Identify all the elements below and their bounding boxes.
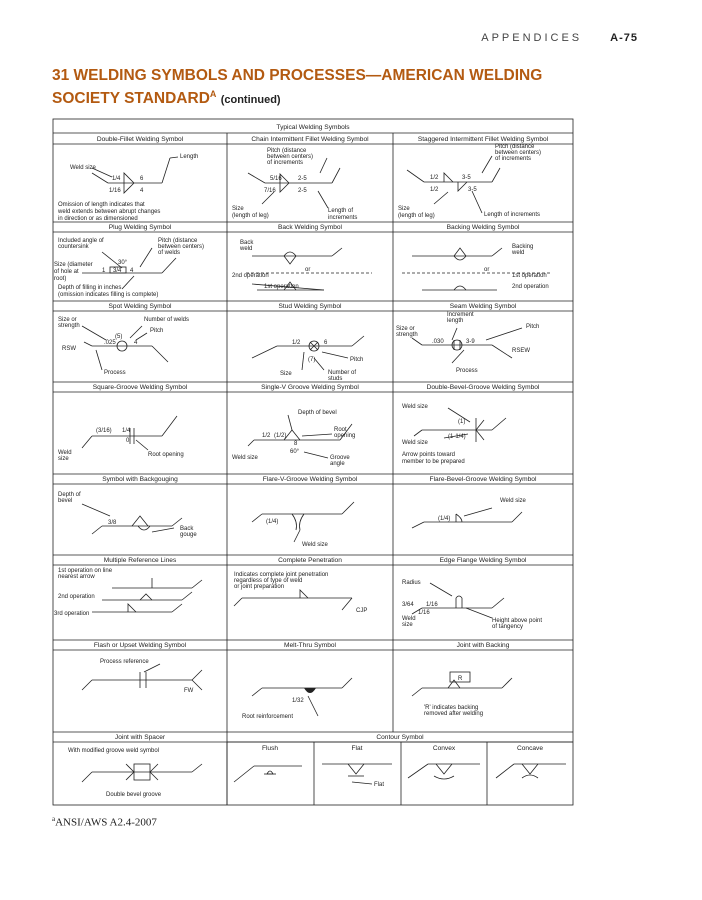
cell-title-joint-backing: Joint with Backing [456,642,510,649]
dim-value: .030 [432,339,444,345]
depth-label: Depth of [58,492,81,498]
cell-title-spacer: Joint with Spacer [114,734,166,741]
groove-label: angle [330,461,345,467]
length-label: Length of [328,208,354,214]
operation-label: 3rd operation [54,611,90,617]
dim-value: (1/4) [438,516,451,522]
increment-label: length [447,318,464,324]
double-bevel-diagram [402,404,506,465]
number-label: Number of [328,370,357,376]
contour-flush: Flush [261,745,279,752]
or-label: or [305,267,311,273]
complete-penetration-diagram [234,572,367,614]
process-label: Process reference [100,659,149,665]
running-header [481,32,638,44]
dim-value: 4 [140,188,144,194]
footnote-text: ANSI/AWS A2.4-2007 [55,816,157,829]
number-label: studs [328,376,343,382]
dim-value: (1/4) [266,519,279,525]
contour-concave: Concave [516,745,544,752]
radius-label: Radius [402,580,421,586]
pitch-label: Pitch (distance [158,238,198,244]
weld-size-label: Weld size [402,404,428,410]
cell-title-flare-v: Flare-V-Groove Welding Symbol [262,476,358,483]
melt-thru-mark [304,688,316,693]
backing-label: weld [512,250,525,256]
cell-title-square: Square-Groove Welding Symbol [92,384,188,391]
note-line: in direction or as dimensioned [58,216,138,222]
length-label: increments [328,215,358,221]
operation-label: 1st operation [512,273,547,279]
gouge-label: gouge [180,532,197,538]
weld-size-label: Weld size [302,542,328,548]
cell-title-double-bevel: Double-Bevel-Groove Welding Symbol [426,384,540,391]
section-label: APPENDICES [481,32,583,44]
dim-value: (7) [308,357,316,363]
process-code: RSW [62,346,76,352]
operation-label: 2nd operation [232,273,269,279]
flare-bevel-diagram [412,498,527,528]
stud-diagram [252,336,364,382]
contour-flat: Flat [351,745,363,752]
height-label: of tangency [492,624,524,630]
pitch-label: Pitch [526,324,540,330]
multiple-reference-diagram [54,568,202,617]
dim-value: (1-1/4) [448,434,466,440]
dim-value: 3-5 [462,175,471,181]
pitch-label: between centers) [267,154,314,160]
dim-value: 1/32 [292,698,304,704]
spot-diagram [58,317,189,376]
tail-line [162,158,170,183]
dim-value: 3-9 [466,339,475,345]
melt-thru-diagram [242,678,352,720]
spacer-caption: Double bevel groove [106,792,162,798]
dim-value: 6 [140,176,144,182]
spacer-subtitle: With modified groove weld symbol [68,748,160,754]
dim-value: 3-5 [468,187,477,193]
dim-value: .025 [104,340,116,346]
operation-label: 1st operation [264,284,299,290]
dim-value: 1/2 [430,187,439,193]
double-fillet-diagram [57,154,198,222]
depth-label: Depth of bevel [298,410,337,416]
process-label: Process [456,368,478,374]
note-line: or joint preparation [234,584,285,590]
backgouging-diagram [58,492,197,538]
groove-label: Groove [330,455,350,461]
dim-value: 1/4 [122,428,131,434]
dim-value: 2-5 [298,188,307,194]
size-label: Size or [58,317,77,323]
size-label: (length of leg) [398,213,435,219]
number-label: Number of welds [144,317,190,323]
dim-value: (3/16) [96,428,112,434]
pitch-label: between centers) [495,150,542,156]
cell-title-backing: Backing Welding Symbol [446,224,520,231]
pitch-label: of increments [267,160,304,166]
size-label: Size [398,206,410,212]
root-label: opening [334,433,356,439]
size-label: strength [58,323,80,329]
arrow-note: Arrow points toward [402,452,456,458]
size-label: Size or [396,326,415,332]
size-label: Size [280,371,292,377]
gouge-label: Back [180,526,194,532]
dim-value: 4 [134,340,138,346]
cell-title-double-fillet: Double-Fillet Welding Symbol [96,136,184,143]
back-label: Back [240,240,254,246]
cell-title-backgouging: Symbol with Backgouging [102,476,178,483]
note-line: weld extends between abrupt changes [58,209,161,215]
angle-value: 30° [118,260,128,266]
dim-value: 1/16 [109,188,121,194]
cell-title-multiple: Multiple Reference Lines [103,557,177,564]
height-label: Height above point [492,618,543,624]
diameter-label: of hole at [54,269,79,275]
operation-label: 2nd operation [58,594,95,600]
title-footnote-mark: A [209,89,217,99]
dim-value: 3/4 [113,268,122,274]
back-label: weld [240,246,253,252]
pitch-label: Pitch (distance [495,144,535,150]
welding-symbols-figure [52,118,574,806]
dim-value: (1/2) [274,433,287,439]
dim-value: 3/64 [402,602,414,608]
dim-value: 3/8 [108,520,117,526]
operation-label: nearest arrow [58,574,95,580]
cell-title-contour: Contour Symbol [376,734,424,741]
process-code: RSEW [512,348,530,354]
edge-flange-diagram [402,580,542,630]
cell-title-complete: Complete Penetration [278,557,342,564]
welding-symbols-table [52,118,574,806]
depth-label: (omission indicates filling is complete) [58,292,159,298]
pitch-label: Pitch (distance [267,148,307,154]
dim-value: 1/16 [418,610,430,616]
cell-title-back: Back Welding Symbol [277,224,343,231]
length-label: Length of increments [484,212,541,218]
table-title: Typical Welding Symbols [276,124,350,131]
depth-label: bevel [58,498,73,504]
pitch-label: Pitch [150,328,164,334]
cell-title-seam: Seam Welding Symbol [449,303,517,310]
dim-value: 1/4 [112,176,121,182]
dim-value: 1/2 [262,433,271,439]
title-continued: (continued) [220,94,281,107]
operation-label: 2nd operation [512,284,549,290]
cell-title-flare-bevel: Flare-Bevel-Groove Welding Symbol [429,476,537,483]
weld-size-label: Weld [402,616,416,622]
dim-value: 5/16 [270,176,282,182]
staggered-diagram [398,144,541,219]
cell-title-chain: Chain Intermittent Fillet Welding Symbol [251,136,369,143]
dim-value: 6 [324,340,328,346]
dim-value: 4 [130,268,134,274]
weld-size-label: size [402,622,413,628]
size-label: strength [396,332,418,338]
length-label: Length [180,154,199,160]
dim-value: 1/2 [292,340,301,346]
weld-size-label: size [58,456,69,462]
angle-label: Included angle of [58,238,104,244]
dim-value: 0 [126,438,130,444]
process-label: Process [104,370,126,376]
dim-value: 8 [294,441,298,447]
weld-size-label: Weld size [402,440,428,446]
joint-backing-diagram [412,672,512,717]
dim-value: 1 [102,268,106,274]
single-v-diagram [232,410,355,467]
flat-label: Flat [374,782,385,788]
pitch-label: Pitch [350,357,364,363]
cell-title-melt-thru: Melt-Thru Symbol [283,642,337,649]
flash-diagram [82,659,202,694]
weld-size-label: Weld size [500,498,526,504]
backing-weld-diagram [402,244,552,290]
chain-diagram [232,148,357,221]
weld-size-label: Weld [58,450,72,456]
cell-title-plug: Plug Welding Symbol [108,224,172,231]
seam-diagram [396,312,539,374]
dim-value: (5) [115,334,123,340]
cell-title-single-v: Single-V Groove Welding Symbol [261,384,359,391]
dim-value: 7/16 [264,188,276,194]
weld-size-label: Weld size [232,455,258,461]
square-groove-diagram [58,416,184,462]
arrow-note: member to be prepared [402,459,465,465]
diameter-label: Size (diameter [54,262,93,268]
size-label: (length of leg) [232,213,269,219]
backing-label: Backing [512,244,534,250]
process-code: FW [184,688,194,694]
root-label: Root [334,427,347,433]
depth-label: Depth of filling in inches [58,285,122,291]
dim-value: 1/2 [430,175,439,181]
weld-size-label: Weld size [70,165,96,171]
spacer-diagram [68,748,202,798]
cell-title-staggered: Staggered Intermittent Fillet Welding Symbol [417,136,549,143]
note-line: Indicates complete joint penetration [234,572,329,578]
size-label: Size [232,206,244,212]
or-label: or [484,267,490,273]
page-title [52,66,612,110]
title-main: 31 WELDING SYMBOLS AND PROCESSES—AMERICAN WELDING SOCIETY STANDARD [52,67,543,108]
footnote [52,815,157,829]
contour-convex: Convex [432,745,456,752]
r-label: R [458,676,463,682]
operation-label: 1st operation on line [58,568,113,574]
note-line: 'R' indicates backing [424,705,479,711]
root-label: Root opening [148,452,184,458]
diameter-label: root) [54,276,67,282]
footnote-mark: a [52,815,56,823]
pitch-label: of welds [158,250,181,256]
root-label: Root reinforcement [242,714,294,720]
page-number: A-75 [610,32,638,44]
pitch-label: between centers) [158,244,205,250]
contour-diagrams [234,764,566,788]
angle-value: 60° [290,449,300,455]
cell-title-flash: Flash or Upset Welding Symbol [93,642,187,649]
increment-label: Increment [447,312,474,318]
flare-v-diagram [252,502,354,548]
cell-title-stud: Stud Welding Symbol [278,303,342,310]
back-weld-diagram [232,240,372,290]
note-line: removed after welding [424,711,484,717]
dim-value: 1/16 [426,602,438,608]
dim-value: 2-5 [298,176,307,182]
cjp-label: CJP [356,608,368,614]
cell-title-spot: Spot Welding Symbol [108,303,172,310]
plug-diagram [54,238,204,298]
note-line: regardless of type of weld [234,578,303,584]
note-line: Omission of length indicates that [58,202,145,208]
dim-value: (1) [458,419,466,425]
angle-label: countersink [58,244,89,250]
pitch-label: of increments [495,156,532,162]
cell-title-edge-flange: Edge Flange Welding Symbol [439,557,527,564]
